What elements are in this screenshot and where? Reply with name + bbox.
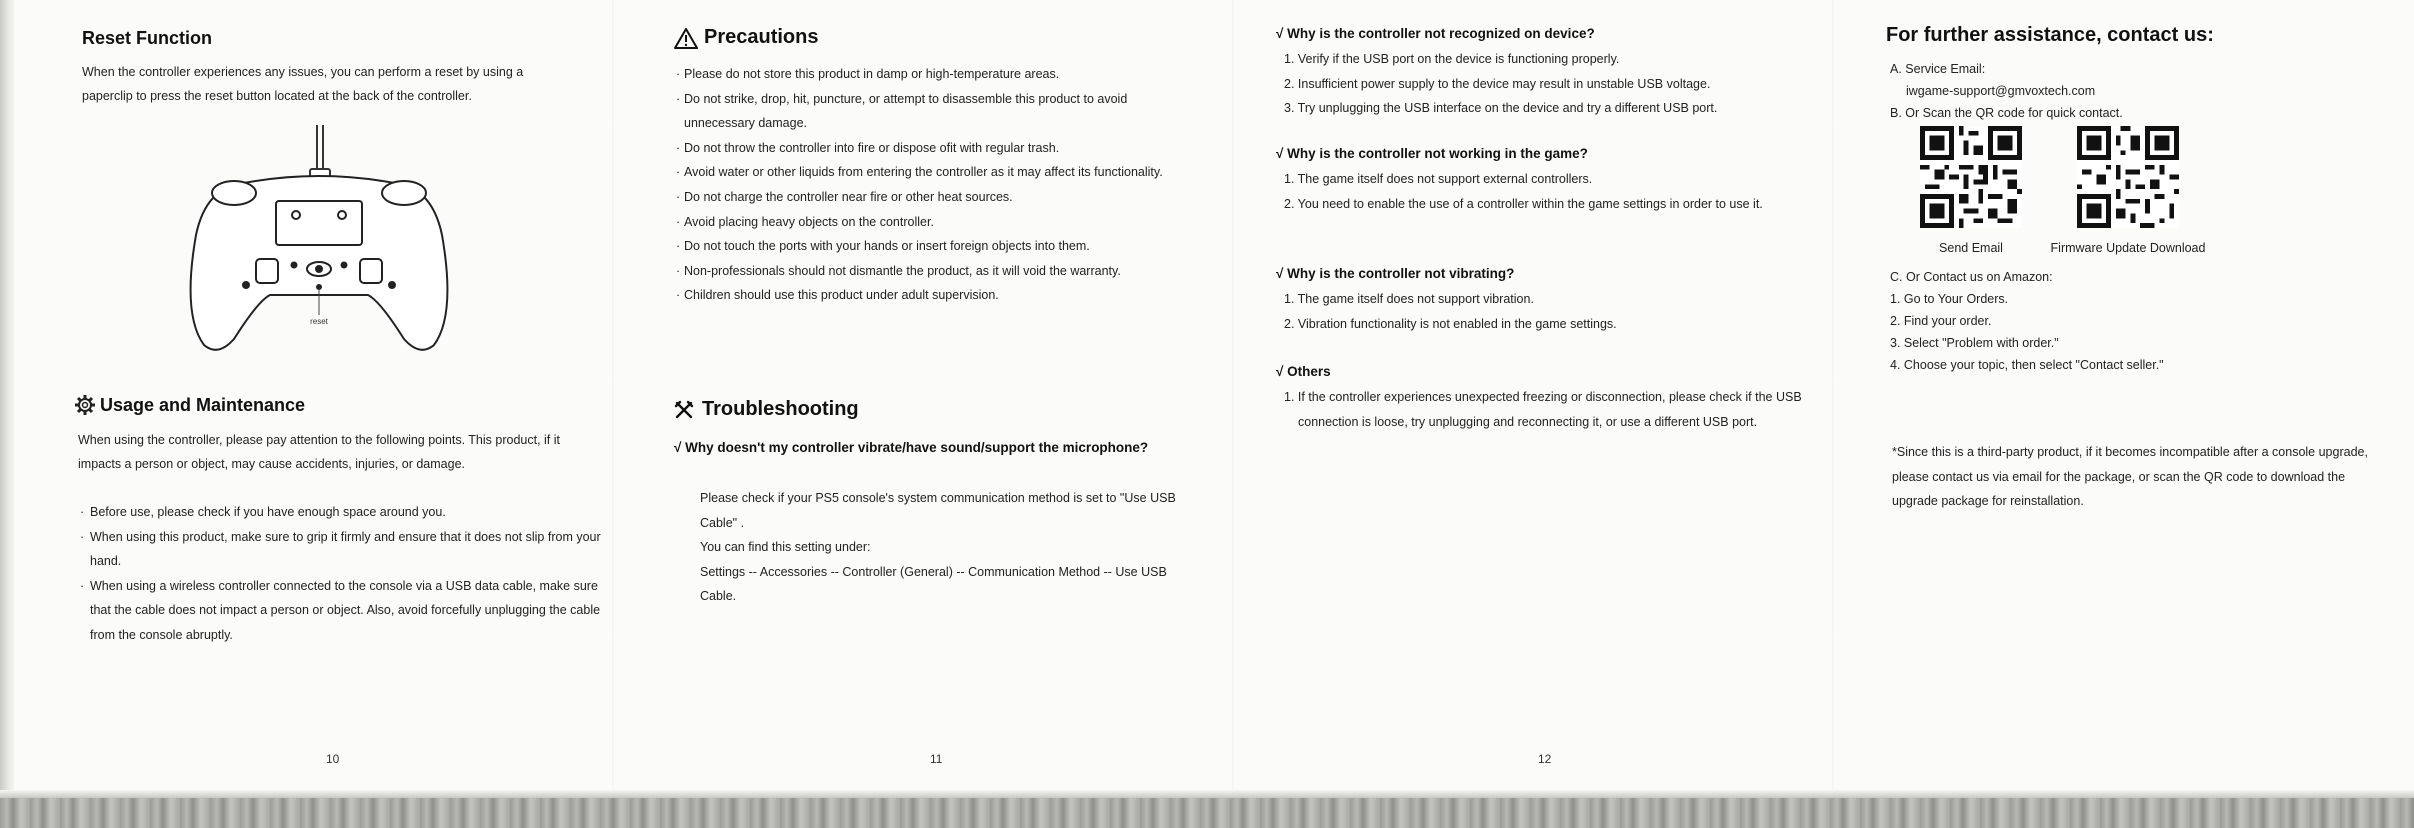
assistance-heading: For further assistance, contact us: [1886,24,2214,46]
precautions-heading [674,26,818,49]
faq-answer: 1. If the controller experiences unexpected freezing or disconnection, please check if the USB connection is loose, try unplugging and reconnecting it, or use a different USB port. [1284,390,1802,429]
page-11 [674,0,1234,790]
list-item: · Do not strike, drop, hit, puncture, or attempt to disassemble this product to avoid unnecessary damage. [674,87,1194,136]
list-item: · Avoid placing heavy objects on the controller. [674,210,1194,235]
list-item: · Children should use this product under adult supervision. [674,283,1194,308]
list-item: · When using this product, make sure to grip it firmly and ensure that it does not slip from your hand. [78,525,618,574]
compatibility-note: *Since this is a third-party product, if it becomes incompatible after a console upgrade, please contact us via email for the package, or scan the QR code to download the upgrade package for reinstallation. [1892,445,2368,508]
reset-function-heading: Reset Function [82,28,213,48]
list-item: · Avoid water or other liquids from entering the controller as it may affect its functionality. [674,160,1194,185]
list-item: · Non-professionals should not dismantle the product, as it will void the warranty. [674,259,1194,284]
paper-left-edge [0,0,14,828]
faq-answer: 3. Try unplugging the USB interface on the device and try a different USB port. [1284,101,1718,115]
faq-answer: 1. The game itself does not support external controllers. [1284,172,1593,186]
service-email-link[interactable]: iwgame-support@gmvoxtech.com [1906,84,2096,98]
list-item: · When using a wireless controller connected to the console via a USB data cable, make sure that the cable does not impact a person or object. Also, avoid forcefully unplugging the cable from the console abruptly. [78,574,618,648]
usage-maintenance-heading [74,394,305,416]
reset-function-text: When the controller experiences any issues, you can perform a reset by using a paperclip to press the reset button located at the back of the controller. [82,65,524,103]
qr-code-icon [2075,126,2181,228]
list-item: 2. Find your order. [1890,314,1992,328]
faq-item [1276,26,1816,121]
faq-question: √ Why is the controller not vibrating? [1276,266,1515,281]
faq-answer: 1. The game itself does not support vibration. [1284,292,1534,306]
list-item: 4. Choose your topic, then select "Contact seller." [1890,358,2164,372]
page-10 [64,0,624,790]
faq-answer: 2. Insufficient power supply to the device may result in unstable USB voltage. [1284,76,1711,91]
scan-qr-label: B. Or Scan the QR code for quick contact. [1890,106,2123,120]
usage-intro-text: When using the controller, please pay attention to the following points. This product, if it impacts a person or object, may cause accidents, injuries, or damage. [78,433,560,471]
cable-icon [310,125,330,179]
precautions-list [674,62,1194,308]
reset-diagram-label: reset [310,317,328,326]
faq-answer: 2. You need to enable the use of a controller within the game settings in order to use it. [1284,196,1763,211]
faq-question: √ Why is the controller not working in the game? [1276,146,1588,161]
faq-answer: 2. Vibration functionality is not enabled in the game settings. [1284,316,1617,331]
page-number: 11 [930,752,943,766]
answer-line: Settings -- Accessories -- Controller (General) -- Communication Method -- Use USB Cable. [700,564,1167,603]
list-item: · Do not charge the controller near fire or other heat sources. [674,185,1194,210]
list-item: 3. Select "Problem with order." [1890,336,2059,350]
troubleshooting-heading [674,398,859,421]
list-item: · Please do not store this product in damp or high-temperature areas. [674,62,1194,87]
list-item: · Do not touch the ports with your hands or insert foreign objects into them. [674,234,1194,259]
list-item: 1. Go to Your Orders. [1890,292,2009,306]
warning-icon [674,27,698,49]
manual-sheet [14,0,2414,800]
qr-code-icon [1918,126,2024,228]
usage-bullet-list [78,500,618,647]
faq-item [1276,364,1816,434]
list-item: · Do not throw the controller into fire or dispose ofit with regular trash. [674,136,1194,161]
faq-question: √ Others [1276,364,1331,379]
troubleshooting-answer [700,486,1200,609]
usage-maintenance-title: Usage and Maintenance [100,394,306,415]
page-12 [1276,0,1816,790]
troubleshooting-title: Troubleshooting [702,398,859,420]
gear-icon [74,394,96,416]
qr-send-email[interactable] [1906,126,2036,255]
page-number: 12 [1538,752,1552,766]
amazon-contact-list [1890,266,2390,376]
faq-answer: 1. Verify if the USB port on the device is functioning properly. [1284,52,1620,66]
answer-line: You can find this setting under: [700,540,871,554]
precautions-title: Precautions [704,26,819,48]
list-item: · Before use, please check if you have enough space around you. [78,500,618,525]
answer-line: Please check if your PS5 console's system communication method is set to "Use USB Cable" . [700,491,1176,530]
service-email-label: A. Service Email: [1890,62,1986,76]
faq-item [1276,146,1816,216]
qr-firmware-download[interactable] [2028,126,2228,255]
faq-item [1276,266,1816,336]
qr-caption: Send Email [1939,241,2003,255]
tools-icon [674,400,694,420]
page-number: 10 [326,752,340,766]
page-13 [1886,0,2406,790]
paper-bottom-edge [0,790,2414,828]
amazon-label: C. Or Contact us on Amazon: [1890,270,2053,284]
fold-line [1832,0,1834,790]
controller-back-diagram [184,125,454,355]
qr-caption: Firmware Update Download [2050,241,2206,255]
troubleshooting-question: √ Why doesn't my controller vibrate/have sound/support the microphone? [674,440,1149,455]
faq-question: √ Why is the controller not recognized on device? [1276,26,1595,41]
contact-info [1890,58,2390,124]
